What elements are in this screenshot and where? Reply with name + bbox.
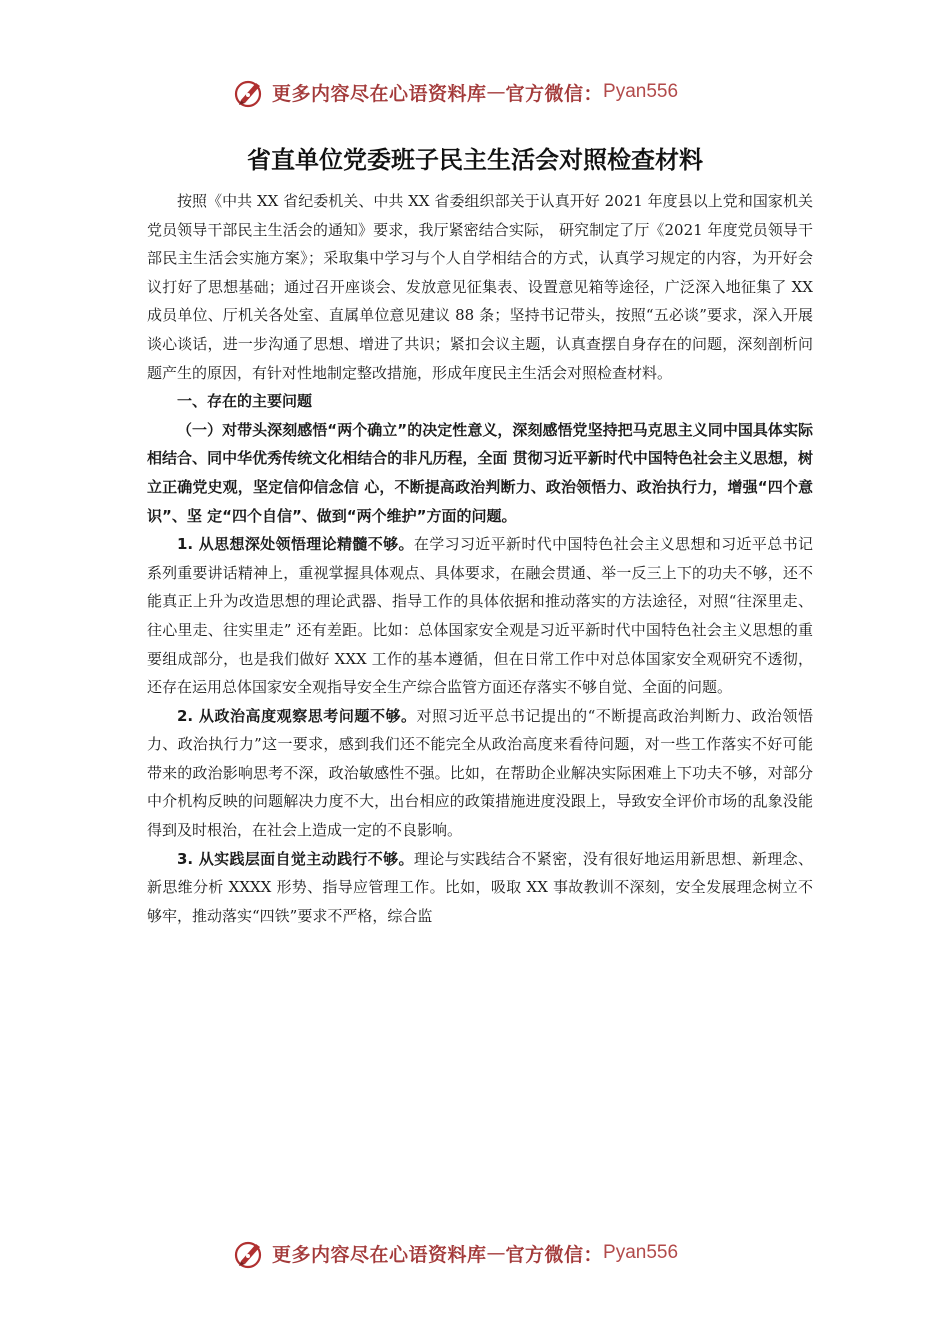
banner-separator: —	[486, 1242, 506, 1264]
item-lead: 3. 从实践层面自觉主动践行不够。	[177, 849, 414, 868]
item-paragraph	[147, 702, 813, 845]
banner-suffix: 官方微信：	[505, 1243, 604, 1266]
pen-logo-icon	[232, 1235, 268, 1271]
item-paragraph	[147, 845, 813, 931]
header-banner	[232, 72, 678, 112]
subsection-heading: （一）对带头深刻感悟“两个确立”的决定性意义，深刻感悟党坚持把马克思主义同中国具体实际相结合、同中华优秀传统文化相结合的非凡历程，全面 贯彻习近平新时代中国特色社会主义思想，树立正确党史观，坚定信仰信念信 心，不断提高政治判断力、政治领悟力、政治执行力，增强“四个意识”、坚 定“四个自信”、做到“两个维护”方面的问题。	[147, 420, 813, 525]
item-body: 在学习习近平新时代中国特色社会主义思想和习近平总书记系列重要讲话精神上，重视掌握具体观点、具体要求，在融会贯通、举一反三上下的功夫不够，还不能真正上升为改造思想的理论武器、指导工作的具体依据和推动落实的方法途径，对照“往深里走、往心里走、往实里走” 还有差距。比如：总体国家安全观是习近平新时代中国特色社会主义思想的重要组成部分，也是我们做好 XXX 工作的基本遵循，但在日常工作中对总体国家安全观研究不透彻，还存在运用总体国家安全观指导安全生产综合监管方面还存落实不够自觉、全面的问题。	[147, 535, 813, 697]
pen-logo-icon	[232, 74, 268, 110]
banner-text: 更多内容尽在心语资料库	[272, 1243, 487, 1266]
item-body: 对照习近平总书记提出的“不断提高政治判断力、政治领悟力、政治执行力”这一要求，感到我们还不能完全从政治高度来看待问题，对一些工作落实不好可能带来的政治影响思考不深，政治敏感性不强。比如，在帮助企业解决实际困难上下功夫不够，对部分中介机构反映的问题解决力度不大，出台相应的政策措施进度没跟上，导致安全评价市场的乱象没能得到及时根治，在社会上造成一定的不良影响。	[147, 706, 814, 840]
banner-code: Pyan556	[603, 81, 679, 102]
item-body: 理论与实践结合不紧密，没有很好地运用新思想、新理念、新思维分析 XXXX 形势、指导应管理工作。比如，吸取 XX 事故教训不深刻，安全发展理念树立不够牢，推动落实“四铁”要求不严格，综合监	[147, 849, 813, 925]
intro-paragraph: 按照《中共 XX 省纪委机关、中共 XX 省委组织部关于认真开好 2021 年度县以上党和国家机关党员领导干部民主生活会的通知》要求，我厅紧密结合实际， 研究制定了厅《2021 年度党员领导干部民主生活会实施方案》；采取集中学习与个人自学相结合的方式，认真学习规定的内容，为开好会议打好了思想基础；通过召开座谈会、发放意见征集表、设置意见箱等途径，广泛深入地征集了 XX 成员单位、厅机关各处室、直属单位意见建议 88 条；坚持书记带头，按照“五必谈”要求，深入开展谈心谈话，进一步沟通了思想、增进了共识；紧扣会议主题，认真查摆自身存在的问题，深刻剖析问题产生的原因，有针对性地制定整改措施，形成年度民主生活会对照检查材料。	[147, 192, 813, 382]
section-heading: 一、存在的主要问题	[177, 392, 313, 411]
footer-banner	[232, 1233, 678, 1273]
item-paragraph	[147, 530, 813, 702]
banner-suffix: 官方微信：	[505, 82, 604, 105]
item-lead: 2. 从政治高度观察思考问题不够。	[177, 706, 417, 725]
document-title: 省直单位党委班子民主生活会对照检查材料	[247, 146, 703, 174]
banner-code: Pyan556	[603, 1242, 679, 1263]
banner-separator: —	[486, 81, 506, 103]
document-body	[147, 187, 813, 930]
item-lead: 1. 从思想深处领悟理论精髓不够。	[177, 535, 414, 554]
banner-text: 更多内容尽在心语资料库	[272, 82, 487, 105]
